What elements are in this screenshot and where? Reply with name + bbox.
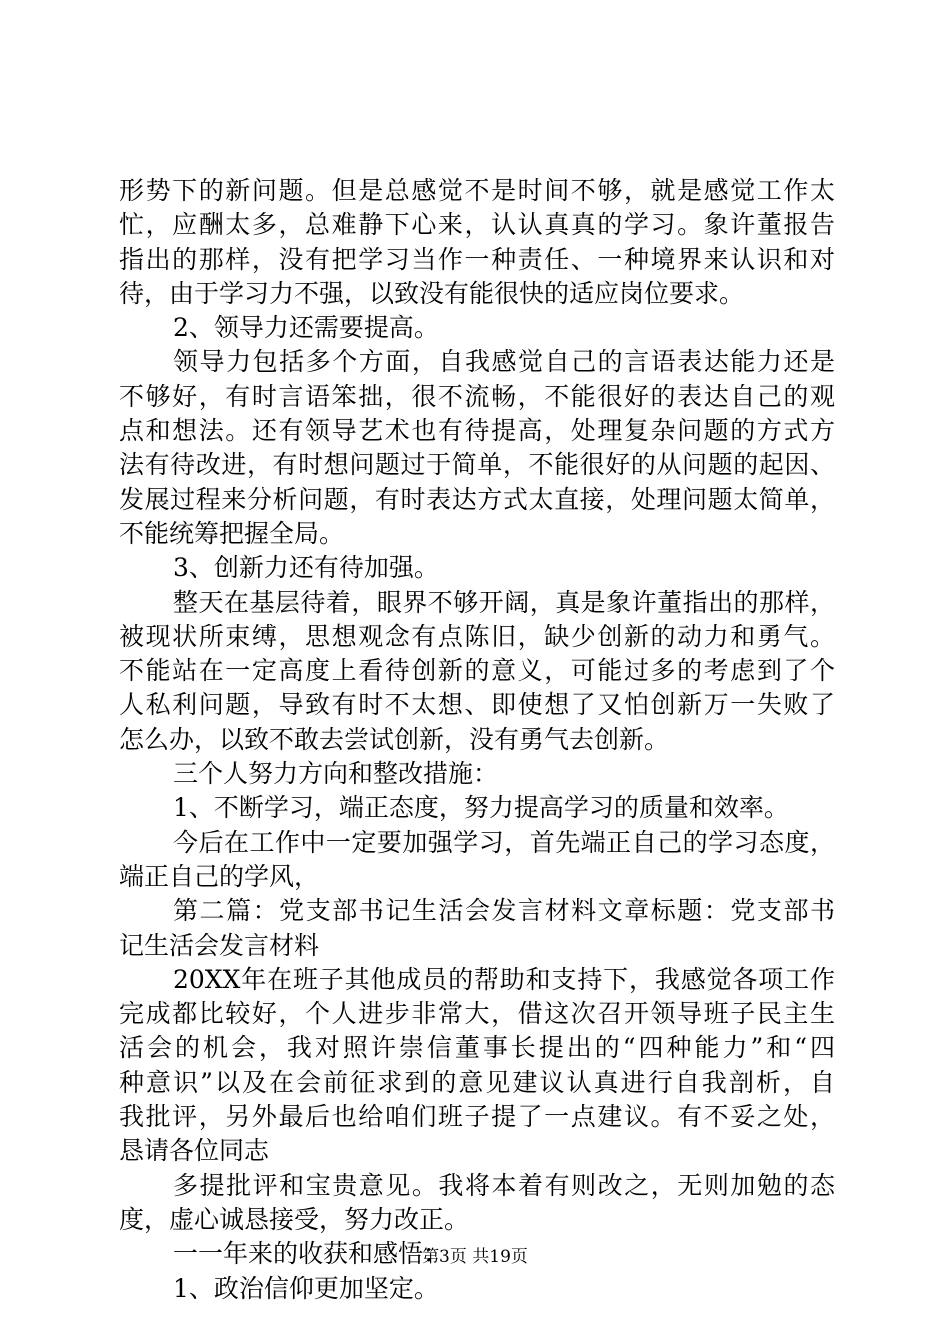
document-body (119, 174, 835, 1306)
text-line: 记生活会发言材料 (119, 930, 320, 960)
text-line: 我批评，另外最后也给咱们班子提了一点建议。有不妥之处， (119, 1102, 835, 1132)
text-line: 不能统筹把握全局。 (119, 518, 345, 548)
text-line: 1、政治信仰更加坚定。 (173, 1273, 439, 1303)
page-footer: 第3页 共19页 (422, 1247, 528, 1267)
text-line: 1、不断学习，端正态度，努力提高学习的质量和效率。 (173, 793, 789, 823)
text-line: 度，虚心诚恳接受，努力改正。 (119, 1204, 470, 1234)
text-line: 点和想法。还有领导艺术也有待提高，处理复杂问题的方式方 (119, 416, 835, 446)
text-line: 第二篇：党支部书记生活会发言材料文章标题：党支部书 (173, 896, 835, 926)
text-line: 忙，应酬太多，总难静下心来，认认真真的学习。象许董报告 (119, 210, 835, 240)
text-line: 端正自己的学风， (119, 861, 320, 891)
text-line: 多提批评和宝贵意见。我将本着有则改之，无则加勉的态 (173, 1170, 835, 1200)
text-line: 形势下的新问题。但是总感觉不是时间不够，就是感觉工作太 (119, 176, 835, 205)
text-line: 法有待改进，有时想问题过于简单，不能很好的从问题的起因、 (119, 450, 835, 480)
text-line: 种意识”以及在会前征求到的意见建议认真进行自我剖析，自 (119, 1067, 835, 1097)
text-line: 不能站在一定高度上看待创新的意义，可能过多的考虑到了个 (119, 656, 835, 686)
text-line: 被现状所束缚，思想观念有点陈旧，缺少创新的动力和勇气。 (119, 621, 835, 651)
text-line: 不够好，有时言语笨拙，很不流畅，不能很好的表达自己的观 (119, 381, 835, 411)
text-line: 三个人努力方向和整改措施： (173, 759, 499, 789)
text-line: 2、领导力还需要提高。 (173, 313, 439, 343)
text-line: 怎么办，以致不敢去尝试创新，没有勇气去创新。 (119, 724, 670, 754)
text-line: 一一年来的收获和感悟： (173, 1239, 449, 1269)
text-line: 20XX年在班子其他成员的帮助和支持下，我感觉各项工作 (173, 964, 835, 994)
text-line: 完成都比较好，个人进步非常大，借这次召开领导班子民主生 (119, 999, 835, 1029)
text-line: 指出的那样，没有把学习当作一种责任、一种境界来认识和对 (119, 244, 835, 274)
text-line: 人私利问题，导致有时不太想、即使想了又怕创新万一失败了 (119, 690, 835, 720)
text-line: 活会的机会，我对照许崇信董事长提出的“四种能力”和“四 (119, 1033, 835, 1063)
text-line: 领导力包括多个方面，自我感觉自己的言语表达能力还是 (173, 347, 835, 377)
text-line: 待，由于学习力不强，以致没有能很快的适应岗位要求。 (119, 278, 745, 308)
text-line: 恳请各位同志 (119, 1136, 270, 1166)
text-line: 3、创新力还有待加强。 (173, 553, 439, 583)
text-line: 今后在工作中一定要加强学习，首先端正自己的学习态度， (173, 827, 835, 857)
text-line: 发展过程来分析问题，有时表达方式太直接，处理问题太简单， (119, 484, 835, 514)
text-line: 整天在基层待着，眼界不够开阔，真是象许董指出的那样， (173, 587, 835, 617)
